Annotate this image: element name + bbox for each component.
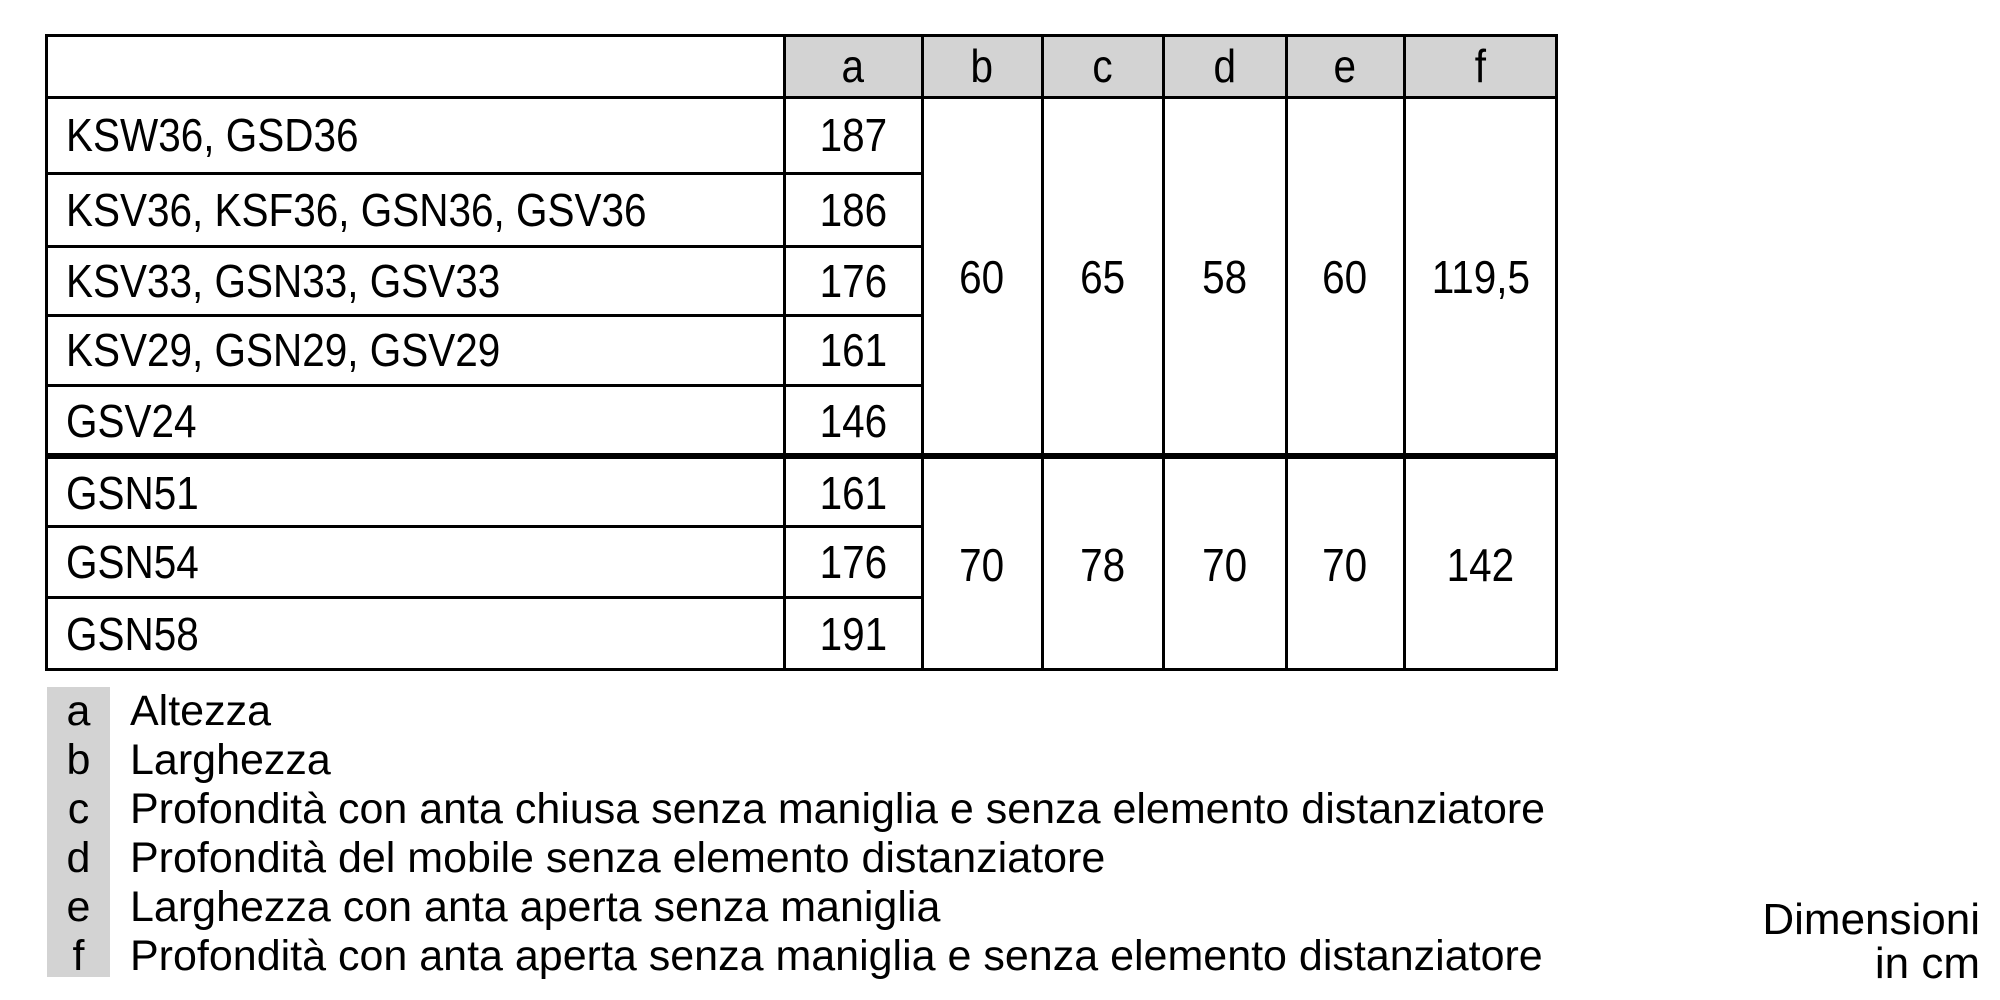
height-cell: 161 xyxy=(819,324,887,376)
legend-item xyxy=(47,932,1543,981)
legend-text: Larghezza con anta aperta senza maniglia xyxy=(130,883,941,931)
legend-item xyxy=(47,883,940,932)
legend-key: c xyxy=(67,785,90,833)
column-divider xyxy=(921,35,924,670)
dimensions-table xyxy=(46,35,1557,670)
legend-key: a xyxy=(66,687,91,735)
row-divider xyxy=(46,314,923,317)
height-cell: 176 xyxy=(819,254,887,307)
legend-item xyxy=(47,687,271,736)
header-divider xyxy=(46,96,1557,99)
height-cell: 186 xyxy=(819,183,887,236)
column-divider xyxy=(1285,35,1288,670)
depth-closed-cell-group1: 65 xyxy=(1079,250,1126,303)
width-open-cell-group2: 70 xyxy=(1322,538,1368,591)
model-cell: KSV29, GSN29, GSV29 xyxy=(66,324,501,376)
units-note xyxy=(1762,895,1980,988)
model-cell: GSN58 xyxy=(66,607,199,660)
legend-text: Profondità con anta aperta senza maniglia e senza elemento distanziatore xyxy=(130,932,1543,980)
column-divider xyxy=(1403,35,1406,670)
width-cell-group1: 60 xyxy=(959,250,1005,303)
row-divider xyxy=(46,384,923,387)
column-divider xyxy=(1041,35,1044,670)
header-cell-e: e xyxy=(1286,35,1404,97)
model-cell: GSV24 xyxy=(66,394,197,447)
model-cell: KSV33, GSN33, GSV33 xyxy=(66,254,501,307)
legend-text: Profondità del mobile senza elemento distanziatore xyxy=(130,834,1106,882)
header-cell-c: c xyxy=(1042,35,1163,97)
row-divider xyxy=(46,245,923,248)
width-open-cell-group1: 60 xyxy=(1322,250,1368,303)
legend-item xyxy=(47,834,1105,883)
height-cell: 187 xyxy=(819,109,887,161)
header-cell-d: d xyxy=(1163,35,1286,97)
height-cell: 176 xyxy=(819,535,887,588)
cabinet-depth-cell-group1: 58 xyxy=(1201,250,1248,303)
table-border-top xyxy=(46,34,1557,37)
row-divider xyxy=(46,172,923,175)
row-divider xyxy=(46,525,923,528)
legend-item xyxy=(47,736,331,785)
cabinet-depth-cell-group2: 70 xyxy=(1201,538,1248,591)
depth-closed-cell-group2: 78 xyxy=(1079,538,1126,591)
legend-text: Profondità con anta chiusa senza maniglia e senza elemento distanziatore xyxy=(130,785,1546,833)
column-divider xyxy=(1162,35,1165,670)
height-cell: 161 xyxy=(819,466,887,519)
model-cell: GSN54 xyxy=(66,535,199,588)
model-cell: KSV36, KSF36, GSN36, GSV36 xyxy=(66,183,647,236)
table-border-bottom xyxy=(46,668,1557,671)
units-line-2: in cm xyxy=(1874,939,1980,988)
depth-open-cell-group1: 119,5 xyxy=(1431,250,1530,303)
legend-item xyxy=(47,785,1545,834)
legend-key: e xyxy=(66,883,91,931)
legend-key: b xyxy=(66,736,91,784)
header-cell-f: f xyxy=(1404,35,1557,97)
height-cell: 146 xyxy=(819,394,887,447)
row-divider xyxy=(46,596,923,599)
legend-key: d xyxy=(66,834,91,882)
model-cell: KSW36, GSD36 xyxy=(66,109,359,161)
table-border-right xyxy=(1555,34,1558,671)
header-cell-a: a xyxy=(784,35,922,97)
model-cell: GSN51 xyxy=(66,466,199,519)
header-cell-b: b xyxy=(922,35,1042,97)
legend-text: Larghezza xyxy=(130,736,331,784)
width-cell-group2: 70 xyxy=(959,538,1005,591)
legend-text: Altezza xyxy=(130,687,272,735)
column-divider xyxy=(783,35,786,670)
units-line-1: Dimensioni xyxy=(1762,895,1980,944)
table-border-left xyxy=(45,34,48,671)
depth-open-cell-group2: 142 xyxy=(1446,538,1515,591)
legend-key: f xyxy=(72,932,85,980)
height-cell: 191 xyxy=(819,607,887,660)
group-separator xyxy=(46,453,1557,459)
header-cell-models xyxy=(46,35,784,97)
